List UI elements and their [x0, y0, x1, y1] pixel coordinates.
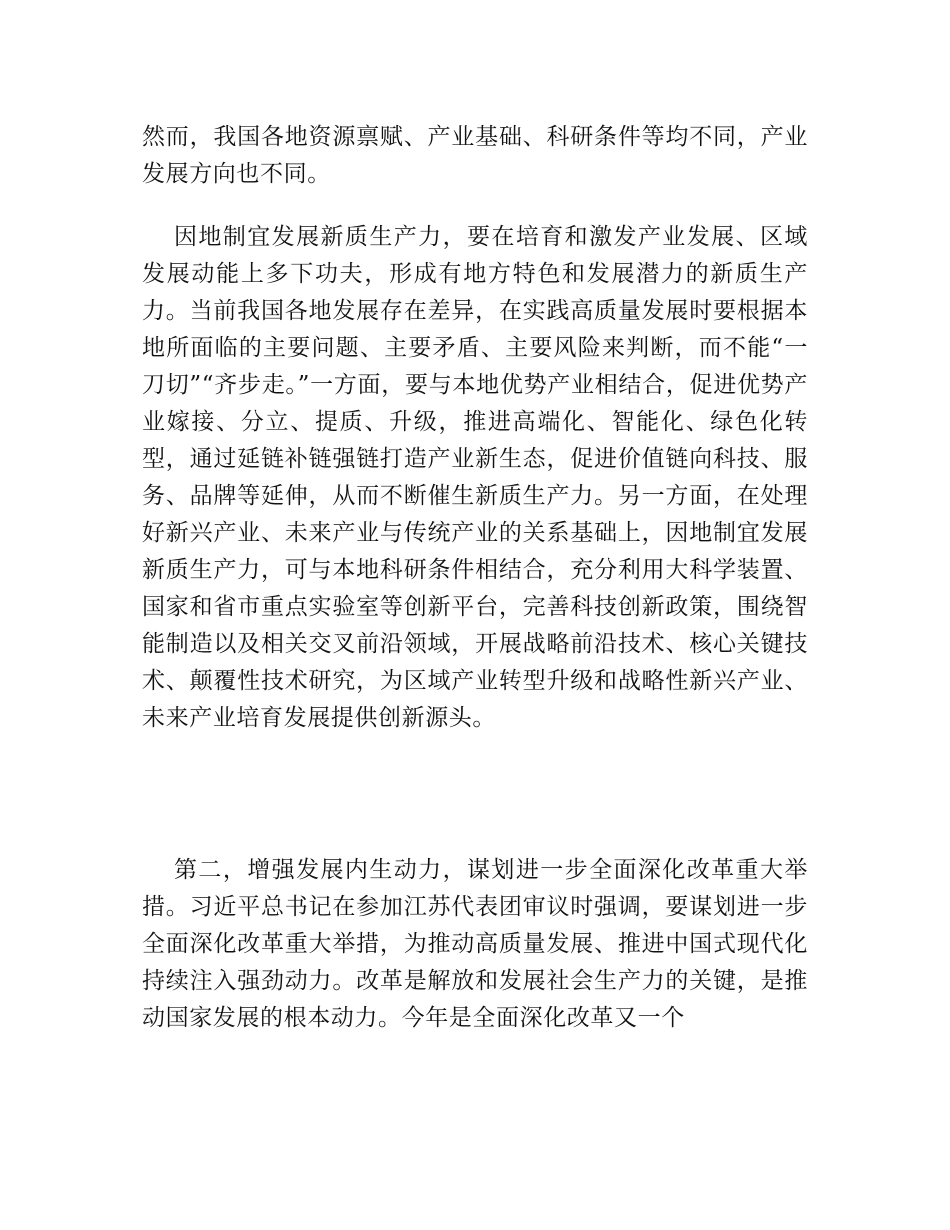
paragraph-1: 然而，我国各地资源禀赋、产业基础、科研条件等均不同，产业发展方向也不同。	[142, 124, 808, 187]
paragraph-3: 第二，增强发展内生动力，谋划进一步全面深化改革重大举措。习近平总书记在参加江苏代表团审议时强调，要谋划进一步全面深化改革重大举措，为推动高质量发展、推进中国式现代化持续注入强劲动力。改革是解放和发展社会生产力的关键，是推动国家发展的根本动力。今年是全面深化改革又一个	[142, 857, 808, 1031]
paragraph-2: 因地制宜发展新质生产力，要在培育和激发产业发展、区域发展动能上多下功夫，形成有地方特色和发展潜力的新质生产力。当前我国各地发展存在差异，在实践高质量发展时要根据本地所面临的主要问题、主要矛盾、主要风险来判断，而不能“一刀切”“齐步走。”一方面，要与本地优势产业相结合，促进优势产业嫁接、分立、提质、升级，推进高端化、智能化、绿色化转型，通过延链补链强链打造产业新生态，促进价值链向科技、服务、品牌等延伸，从而不断催生新质生产力。另一方面，在处理好新兴产业、未来产业与传统产业的关系基础上，因地制宜发展新质生产力，可与本地科研条件相结合，充分利用大科学装置、国家和省市重点实验室等创新平台，完善科技创新政策，围绕智能制造以及相关交叉前沿领域，开展战略前沿技术、核心关键技术、颠覆性技术研究，为区域产业转型升级和战略性新兴产业、未来产业培育发展提供创新源头。	[142, 224, 808, 731]
